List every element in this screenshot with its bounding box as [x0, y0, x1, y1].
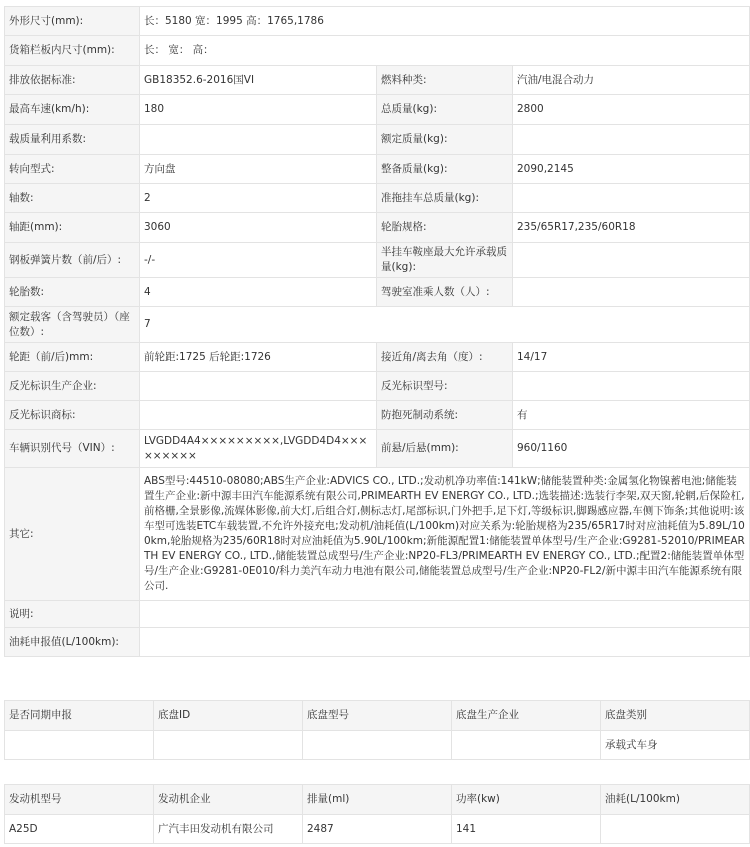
- label-rated-passengers: 额定载客（含驾驶员）（座位数）:: [5, 307, 140, 343]
- label-trailer-mass: 准拖挂车总质量(kg):: [377, 184, 513, 213]
- label-axle-count: 轴数:: [5, 184, 140, 213]
- vehicle-parameter-table: [4, 6, 750, 657]
- value-fuel-consumption: [140, 628, 750, 657]
- label-reflector-manufacturer: 反光标识生产企业:: [5, 372, 140, 401]
- value-tire-count: 4: [140, 278, 377, 307]
- label-steering-type: 转向型式:: [5, 155, 140, 184]
- row-axles-trailer: [5, 184, 750, 213]
- label-leaf-spring-count: 钢板弹簧片数（前/后）:: [5, 243, 140, 278]
- value-rated-mass: [513, 125, 750, 155]
- label-abs: 防抱死制动系统:: [377, 401, 513, 430]
- value-other: ABS型号:44510-08080;ABS生产企业:ADVICS CO., LTD.;发动机净功率值:141kW;储能装置种类:金属氢化物镍蓄电池;储能装置生产企业:新中源丰田汽车能源系统有限公司,PRIMEARTH EV ENERGY CO., LTD.;选装描述:选装行李架,双天窗,轮辋,后保险杠,前格栅,全景影像,流媒体影像,前大灯,后组合灯,侧标志灯,尾部标识,门外把手,足下灯,等级标识,脚踢感应器,车侧下饰条;其他说明:该车型可选装ETC车载装置,不允许外接充电;发动机/油耗值(L/100km)对应关系为:轮胎规格为235/65R17时对应油耗值为5.89L/100km,轮胎规格为235/60R18时对应油耗值为5.90L/100km;新能源配置1:储能装置单体型号/生产企业:G9281-52010/PRIMEARTH EV ENERGY CO., LTD.,储能装置总成型号/生产企业:NP20-FL3/PRIMEARTH EV ENERGY CO., LTD.;配置2:储能装置单体型号/生产企业:G9281-0E010/科力美汽车动力电池有限公司,储能装置总成型号/生产企业:NP20-FL2/新中源丰田汽车能源系统有限公司.: [140, 468, 750, 601]
- row-fuel-consumption: [5, 628, 750, 657]
- value-vin: LVGDD4A4×××××××××,LVGDD4D4×××××××××: [140, 430, 377, 468]
- row-spring-saddle: [5, 243, 750, 278]
- row-steering-curb: [5, 155, 750, 184]
- engine-cell-model: A25D: [5, 815, 154, 844]
- value-track-width: 前轮距:1725 后轮距:1726: [140, 343, 377, 372]
- chassis-cell-model: [303, 731, 452, 760]
- label-reflector-brand: 反光标识商标:: [5, 401, 140, 430]
- chassis-cell-category: 承载式车身: [601, 731, 750, 760]
- label-tire-count: 轮胎数:: [5, 278, 140, 307]
- value-max-speed: 180: [140, 95, 377, 125]
- label-other: 其它:: [5, 468, 140, 601]
- row-emission-fuel: [5, 66, 750, 95]
- label-vin: 车辆识别代号（VIN）:: [5, 430, 140, 468]
- label-load-utilization: 载质量利用系数:: [5, 125, 140, 155]
- chassis-header-same-period: 是否同期申报: [5, 701, 154, 731]
- row-load-factor: [5, 125, 750, 155]
- value-rated-passengers: 7: [140, 307, 750, 343]
- chassis-header-manufacturer: 底盘生产企业: [452, 701, 601, 731]
- label-approach-departure: 接近角/离去角（度）:: [377, 343, 513, 372]
- value-load-utilization: [140, 125, 377, 155]
- chassis-cell-manufacturer: [452, 731, 601, 760]
- row-seating: [5, 307, 750, 343]
- row-track-angles: [5, 343, 750, 372]
- label-tire-spec: 轮胎规格:: [377, 213, 513, 243]
- label-rated-mass: 额定质量(kg):: [377, 125, 513, 155]
- value-emission-standard: GB18352.6-2016国VI: [140, 66, 377, 95]
- engine-cell-displacement: 2487: [303, 815, 452, 844]
- chassis-header-row: [5, 701, 750, 731]
- label-max-speed: 最高车速(km/h):: [5, 95, 140, 125]
- label-dimensions: 外形尺寸(mm):: [5, 7, 140, 36]
- row-other: [5, 468, 750, 601]
- value-wheelbase: 3060: [140, 213, 377, 243]
- value-axle-count: 2: [140, 184, 377, 213]
- engine-header-row: [5, 785, 750, 815]
- label-fuel-consumption: 油耗申报值(L/100km):: [5, 628, 140, 657]
- label-emission-standard: 排放依据标准:: [5, 66, 140, 95]
- engine-cell-manufacturer: 广汽丰田发动机有限公司: [154, 815, 303, 844]
- label-track-width: 轮距（前/后)mm:: [5, 343, 140, 372]
- value-steering-type: 方向盘: [140, 155, 377, 184]
- label-cargo-box-dimensions: 货箱栏板内尺寸(mm):: [5, 36, 140, 66]
- value-leaf-spring-count: -/-: [140, 243, 377, 278]
- value-reflector-manufacturer: [140, 372, 377, 401]
- chassis-header-category: 底盘类别: [601, 701, 750, 731]
- value-cargo-box-dimensions: 长： 宽： 高：: [140, 36, 750, 66]
- chassis-cell-same-period: [5, 731, 154, 760]
- value-tire-spec: 235/65R17,235/60R18: [513, 213, 750, 243]
- row-notes: [5, 601, 750, 628]
- value-approach-departure: 14/17: [513, 343, 750, 372]
- value-cab-capacity: [513, 278, 750, 307]
- row-vin-overhang: [5, 430, 750, 468]
- value-fuel-type: 汽油/电混合动力: [513, 66, 750, 95]
- label-reflector-model: 反光标识型号:: [377, 372, 513, 401]
- engine-header-model: 发动机型号: [5, 785, 154, 815]
- value-abs: 有: [513, 401, 750, 430]
- row-reflector-abs: [5, 401, 750, 430]
- engine-header-manufacturer: 发动机企业: [154, 785, 303, 815]
- chassis-cell-id: [154, 731, 303, 760]
- value-trailer-mass: [513, 184, 750, 213]
- label-notes: 说明:: [5, 601, 140, 628]
- engine-table: [4, 784, 750, 844]
- chassis-table: [4, 700, 750, 760]
- row-cargo-box-dimensions: [5, 36, 750, 66]
- value-notes: [140, 601, 750, 628]
- value-saddle-load: [513, 243, 750, 278]
- row-tires-cab: [5, 278, 750, 307]
- label-fuel-type: 燃料种类:: [377, 66, 513, 95]
- engine-header-displacement: 排量(ml): [303, 785, 452, 815]
- chassis-header-model: 底盘型号: [303, 701, 452, 731]
- value-reflector-brand: [140, 401, 377, 430]
- chassis-data-row: [5, 731, 750, 760]
- engine-cell-fuel: [601, 815, 750, 844]
- label-saddle-load: 半挂车鞍座最大允许承载质量(kg):: [377, 243, 513, 278]
- label-overhang: 前悬/后悬(mm):: [377, 430, 513, 468]
- engine-header-fuel: 油耗(L/100km): [601, 785, 750, 815]
- row-reflector-maker: [5, 372, 750, 401]
- engine-cell-power: 141: [452, 815, 601, 844]
- row-wheelbase-tire: [5, 213, 750, 243]
- value-dimensions: 长：5180 宽：1995 高：1765,1786: [140, 7, 750, 36]
- value-reflector-model: [513, 372, 750, 401]
- label-cab-capacity: 驾驶室准乘人数（人）:: [377, 278, 513, 307]
- label-wheelbase: 轴距(mm):: [5, 213, 140, 243]
- chassis-header-id: 底盘ID: [154, 701, 303, 731]
- engine-data-row: [5, 815, 750, 844]
- value-curb-mass: 2090,2145: [513, 155, 750, 184]
- engine-header-power: 功率(kw): [452, 785, 601, 815]
- row-dimensions: [5, 7, 750, 36]
- label-curb-mass: 整备质量(kg):: [377, 155, 513, 184]
- value-overhang: 960/1160: [513, 430, 750, 468]
- row-speed-mass: [5, 95, 750, 125]
- label-total-mass: 总质量(kg):: [377, 95, 513, 125]
- value-total-mass: 2800: [513, 95, 750, 125]
